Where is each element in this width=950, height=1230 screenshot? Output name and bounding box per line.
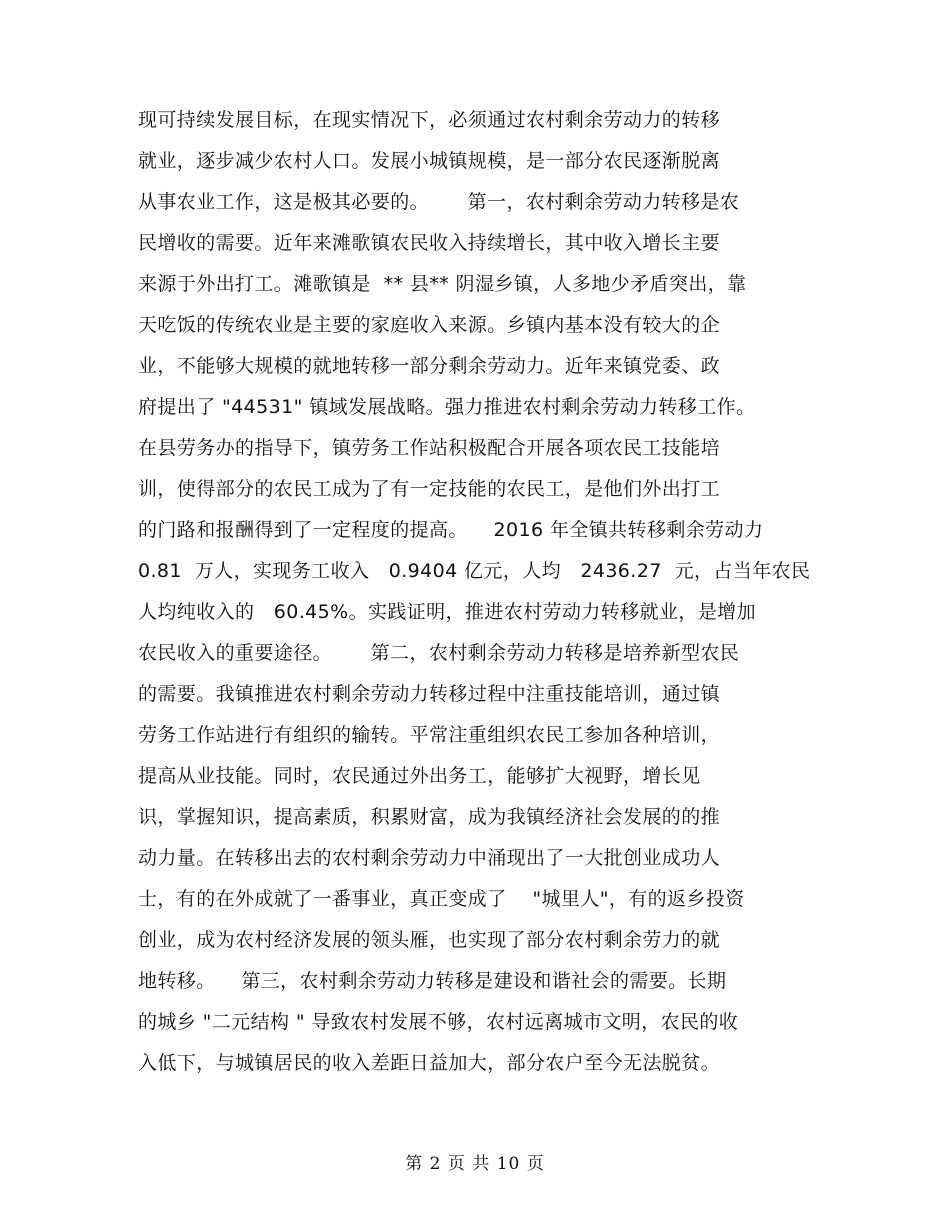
text-line: 在县劳务办的指导下，镇劳务工作站积极配合开展各项农民工技能培: [138, 437, 721, 459]
text-line: 的需要。我镇推进农村剩余劳动力转移过程中注重技能培训，通过镇: [138, 683, 721, 705]
text-line: 的门路和报酬得到了一定程度的提高。 2016 年全镇共转移剩余劳动力: [138, 519, 764, 541]
text-line: 提高从业技能。同时，农民通过外出务工，能够扩大视野，增长见: [138, 765, 701, 787]
text-line: 训，使得部分的农民工成为了有一定技能的农民工，是他们外出打工: [138, 478, 721, 500]
text-line: 动力量。在转移出去的农村剩余劳动力中涌现出了一大批创业成功人: [138, 847, 721, 869]
text-line: 劳务工作站进行有组织的输转。平常注重组织农民工参加各种培训，: [138, 724, 721, 746]
text-line: 来源于外出打工。滩歌镇是 ** 县** 阴湿乡镇，人多地少矛盾突出，靠: [138, 273, 747, 295]
text-line: 人均纯收入的 60.45%。实践证明，推进农村劳动力转移就业，是增加: [138, 601, 756, 623]
text-line: 从事农业工作，这是极其必要的。 第一，农村剩余劳动力转移是农: [138, 191, 740, 213]
text-line: 的城乡 "二元结构 " 导致农村发展不够，农村远离城市文明，农民的收: [138, 1011, 739, 1033]
text-line: 士，有的在外成就了一番事业，真正变成了 "城里人"，有的返乡投资: [138, 888, 745, 910]
text-line: 农民收入的重要途径。 第二，农村剩余劳动力转移是培养新型农民: [138, 642, 740, 664]
text-line: 识，掌握知识，提高素质，积累财富，成为我镇经济社会发展的的推: [138, 806, 721, 828]
text-line: 现可持续发展目标，在现实情况下，必须通过农村剩余劳动力的转移: [138, 109, 721, 131]
text-line: 天吃饭的传统农业是主要的家庭收入来源。乡镇内基本没有较大的企: [138, 314, 721, 336]
text-line: 府提出了 "44531" 镇域发展战略。强力推进农村剩余劳动力转移工作。: [138, 396, 756, 418]
text-line: 创业，成为农村经济发展的领头雁，也实现了部分农村剩余劳力的就: [138, 929, 721, 951]
text-line: 地转移。 第三，农村剩余劳动力转移是建设和谐社会的需要。长期: [138, 970, 727, 992]
page-number-footer: 第 2 页 共 10 页: [405, 1154, 545, 1174]
text-line: 就业，逐步减少农村人口。发展小城镇规模，是一部分农民逐渐脱离: [138, 150, 721, 172]
text-line: 入低下，与城镇居民的收入差距日益加大，部分农户至今无法脱贫。: [138, 1052, 721, 1074]
text-line: 0.81 万人，实现务工收入 0.9404 亿元，人均 2436.27 元，占当年农民: [138, 560, 811, 582]
text-line: 业，不能够大规模的就地转移一部分剩余劳动力。近年来镇党委、政: [138, 355, 721, 377]
text-line: 民增收的需要。近年来滩歌镇农民收入持续增长，其中收入增长主要: [138, 232, 721, 254]
